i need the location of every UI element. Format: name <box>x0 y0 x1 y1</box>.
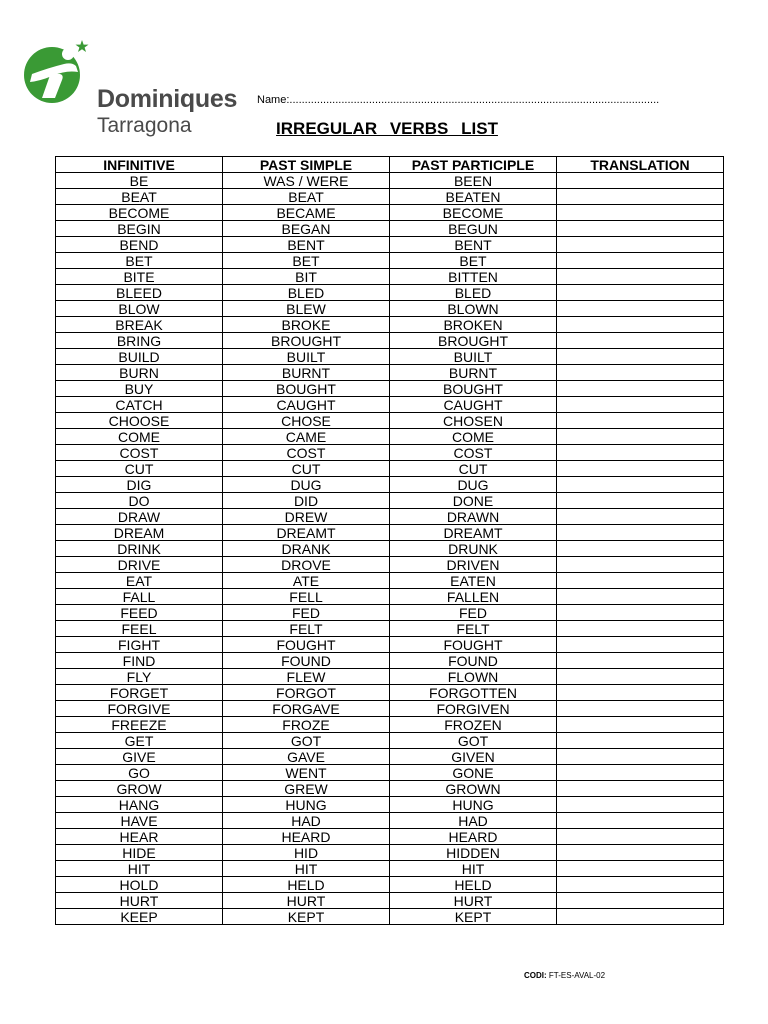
cell-past-participle: CHOSEN <box>390 413 557 429</box>
cell-past-simple: DROVE <box>223 557 390 573</box>
header-past-participle: PAST PARTICIPLE <box>390 157 557 173</box>
document-code <box>524 971 605 980</box>
cell-translation[interactable] <box>557 717 724 733</box>
table-row <box>56 861 724 877</box>
cell-infinitive: FEED <box>56 605 223 621</box>
cell-translation[interactable] <box>557 493 724 509</box>
cell-past-simple: DREW <box>223 509 390 525</box>
cell-infinitive: BREAK <box>56 317 223 333</box>
cell-translation[interactable] <box>557 829 724 845</box>
table-row <box>56 365 724 381</box>
cell-past-simple: BEAT <box>223 189 390 205</box>
table-row <box>56 637 724 653</box>
cell-past-simple: ATE <box>223 573 390 589</box>
cell-past-participle: DRAWN <box>390 509 557 525</box>
code-label: CODI: <box>524 971 547 980</box>
cell-past-participle: BEATEN <box>390 189 557 205</box>
cell-past-simple: BLEW <box>223 301 390 317</box>
table-row <box>56 221 724 237</box>
cell-translation[interactable] <box>557 221 724 237</box>
cell-past-participle: DRIVEN <box>390 557 557 573</box>
cell-infinitive: DRAW <box>56 509 223 525</box>
cell-past-participle: BURNT <box>390 365 557 381</box>
cell-past-participle: FELT <box>390 621 557 637</box>
cell-infinitive: FEEL <box>56 621 223 637</box>
cell-infinitive: CUT <box>56 461 223 477</box>
cell-infinitive: DREAM <box>56 525 223 541</box>
cell-translation[interactable] <box>557 845 724 861</box>
cell-past-participle: HIDDEN <box>390 845 557 861</box>
cell-past-participle: FALLEN <box>390 589 557 605</box>
cell-past-simple: COST <box>223 445 390 461</box>
cell-translation[interactable] <box>557 397 724 413</box>
cell-infinitive: BUY <box>56 381 223 397</box>
cell-past-simple: BROKE <box>223 317 390 333</box>
table-row <box>56 733 724 749</box>
cell-translation[interactable] <box>557 733 724 749</box>
table-row <box>56 541 724 557</box>
cell-past-participle: FOUND <box>390 653 557 669</box>
cell-translation[interactable] <box>557 557 724 573</box>
cell-infinitive: DIG <box>56 477 223 493</box>
cell-past-simple: CAUGHT <box>223 397 390 413</box>
table-row <box>56 557 724 573</box>
cell-past-participle: GOT <box>390 733 557 749</box>
cell-past-simple: WENT <box>223 765 390 781</box>
cell-past-simple: BEGAN <box>223 221 390 237</box>
cell-past-simple: HURT <box>223 893 390 909</box>
cell-infinitive: HANG <box>56 797 223 813</box>
cell-translation[interactable] <box>557 861 724 877</box>
cell-past-simple: FLEW <box>223 669 390 685</box>
cell-infinitive: DO <box>56 493 223 509</box>
cell-past-simple: CAME <box>223 429 390 445</box>
cell-past-simple: DID <box>223 493 390 509</box>
table-row <box>56 717 724 733</box>
cell-translation[interactable] <box>557 317 724 333</box>
cell-past-participle: COME <box>390 429 557 445</box>
cell-infinitive: CATCH <box>56 397 223 413</box>
table-row <box>56 237 724 253</box>
cell-translation[interactable] <box>557 685 724 701</box>
cell-past-simple: HIT <box>223 861 390 877</box>
cell-translation[interactable] <box>557 237 724 253</box>
cell-translation[interactable] <box>557 797 724 813</box>
cell-past-participle: GONE <box>390 765 557 781</box>
cell-past-participle: BENT <box>390 237 557 253</box>
cell-translation[interactable] <box>557 877 724 893</box>
cell-translation[interactable] <box>557 701 724 717</box>
table-row <box>56 269 724 285</box>
cell-translation[interactable] <box>557 189 724 205</box>
cell-past-simple: HUNG <box>223 797 390 813</box>
cell-past-simple: FED <box>223 605 390 621</box>
cell-past-simple: CUT <box>223 461 390 477</box>
cell-past-simple: DRANK <box>223 541 390 557</box>
cell-infinitive: FALL <box>56 589 223 605</box>
cell-past-participle: COST <box>390 445 557 461</box>
cell-infinitive: BLOW <box>56 301 223 317</box>
cell-past-participle: BITTEN <box>390 269 557 285</box>
table-row <box>56 525 724 541</box>
table-row <box>56 589 724 605</box>
cell-past-participle: HELD <box>390 877 557 893</box>
header-past-simple: PAST SIMPLE <box>223 157 390 173</box>
cell-past-participle: BROUGHT <box>390 333 557 349</box>
cell-past-participle: DRUNK <box>390 541 557 557</box>
dominiques-logo-icon <box>22 38 94 108</box>
table-row <box>56 285 724 301</box>
cell-infinitive: BRING <box>56 333 223 349</box>
cell-infinitive: FIND <box>56 653 223 669</box>
table-row <box>56 797 724 813</box>
cell-translation[interactable] <box>557 669 724 685</box>
cell-translation[interactable] <box>557 333 724 349</box>
table-row <box>56 765 724 781</box>
cell-past-simple: BROUGHT <box>223 333 390 349</box>
cell-past-participle: GIVEN <box>390 749 557 765</box>
cell-past-participle: HUNG <box>390 797 557 813</box>
cell-past-simple: FELL <box>223 589 390 605</box>
table-row <box>56 685 724 701</box>
cell-infinitive: BEAT <box>56 189 223 205</box>
cell-past-simple: HEARD <box>223 829 390 845</box>
cell-infinitive: BUILD <box>56 349 223 365</box>
cell-translation[interactable] <box>557 893 724 909</box>
table-row <box>56 317 724 333</box>
cell-past-simple: HELD <box>223 877 390 893</box>
cell-past-participle: BEEN <box>390 173 557 189</box>
cell-past-participle: BUILT <box>390 349 557 365</box>
cell-past-participle: BLED <box>390 285 557 301</box>
cell-infinitive: BET <box>56 253 223 269</box>
table-row <box>56 653 724 669</box>
cell-translation[interactable] <box>557 349 724 365</box>
cell-past-participle: KEPT <box>390 909 557 925</box>
cell-past-simple: BIT <box>223 269 390 285</box>
table-row <box>56 493 724 509</box>
cell-past-simple: GOT <box>223 733 390 749</box>
cell-translation[interactable] <box>557 653 724 669</box>
table-row <box>56 829 724 845</box>
cell-translation[interactable] <box>557 909 724 925</box>
cell-past-participle: EATEN <box>390 573 557 589</box>
cell-past-participle: BLOWN <box>390 301 557 317</box>
cell-past-simple: HID <box>223 845 390 861</box>
table-row <box>56 813 724 829</box>
brand-subtitle: Tarragona <box>97 114 192 137</box>
cell-past-simple: HAD <box>223 813 390 829</box>
cell-translation[interactable] <box>557 781 724 797</box>
cell-translation[interactable] <box>557 621 724 637</box>
cell-past-participle: DONE <box>390 493 557 509</box>
table-row <box>56 173 724 189</box>
table-row <box>56 189 724 205</box>
table-row <box>56 461 724 477</box>
cell-past-simple: BET <box>223 253 390 269</box>
cell-infinitive: FORGET <box>56 685 223 701</box>
cell-translation[interactable] <box>557 765 724 781</box>
cell-infinitive: FREEZE <box>56 717 223 733</box>
cell-translation[interactable] <box>557 301 724 317</box>
cell-past-participle: FOUGHT <box>390 637 557 653</box>
table-row <box>56 845 724 861</box>
table-row <box>56 781 724 797</box>
cell-infinitive: HIT <box>56 861 223 877</box>
cell-translation[interactable] <box>557 413 724 429</box>
cell-past-simple: FELT <box>223 621 390 637</box>
table-row <box>56 701 724 717</box>
cell-past-participle: DUG <box>390 477 557 493</box>
cell-infinitive: BURN <box>56 365 223 381</box>
cell-infinitive: GO <box>56 765 223 781</box>
cell-translation[interactable] <box>557 445 724 461</box>
cell-past-simple: CHOSE <box>223 413 390 429</box>
cell-infinitive: BEND <box>56 237 223 253</box>
name-field[interactable]: Name:......................................................................................................................... <box>257 94 660 106</box>
brand-logo <box>22 38 262 137</box>
cell-translation[interactable] <box>557 573 724 589</box>
cell-past-simple: FROZE <box>223 717 390 733</box>
cell-past-participle: FORGIVEN <box>390 701 557 717</box>
table-row <box>56 509 724 525</box>
verbs-table <box>55 156 724 925</box>
cell-translation[interactable] <box>557 253 724 269</box>
table-row <box>56 909 724 925</box>
cell-past-simple: BOUGHT <box>223 381 390 397</box>
cell-past-simple: BECAME <box>223 205 390 221</box>
cell-past-participle: HURT <box>390 893 557 909</box>
header-translation: TRANSLATION <box>557 157 724 173</box>
cell-past-participle: FROZEN <box>390 717 557 733</box>
cell-translation[interactable] <box>557 813 724 829</box>
cell-translation[interactable] <box>557 541 724 557</box>
cell-translation[interactable] <box>557 605 724 621</box>
table-row <box>56 605 724 621</box>
table-row <box>56 253 724 269</box>
cell-translation[interactable] <box>557 173 724 189</box>
cell-past-simple: BUILT <box>223 349 390 365</box>
table-row <box>56 749 724 765</box>
cell-past-simple: BLED <box>223 285 390 301</box>
cell-past-simple: FORGAVE <box>223 701 390 717</box>
cell-infinitive: GET <box>56 733 223 749</box>
cell-translation[interactable] <box>557 381 724 397</box>
table-row <box>56 333 724 349</box>
cell-infinitive: COME <box>56 429 223 445</box>
table-row <box>56 877 724 893</box>
cell-infinitive: COST <box>56 445 223 461</box>
cell-past-simple: KEPT <box>223 909 390 925</box>
cell-past-simple: FOUND <box>223 653 390 669</box>
cell-past-participle: BROKEN <box>390 317 557 333</box>
cell-past-participle: FED <box>390 605 557 621</box>
cell-infinitive: BLEED <box>56 285 223 301</box>
table-row <box>56 893 724 909</box>
header-infinitive: INFINITIVE <box>56 157 223 173</box>
cell-translation[interactable] <box>557 365 724 381</box>
cell-infinitive: HOLD <box>56 877 223 893</box>
cell-infinitive: DRINK <box>56 541 223 557</box>
cell-past-simple: GAVE <box>223 749 390 765</box>
cell-past-participle: BECOME <box>390 205 557 221</box>
cell-translation[interactable] <box>557 461 724 477</box>
cell-infinitive: CHOOSE <box>56 413 223 429</box>
cell-past-participle: FORGOTTEN <box>390 685 557 701</box>
cell-infinitive: FIGHT <box>56 637 223 653</box>
brand-name: Dominiques <box>97 85 238 113</box>
cell-past-participle: CUT <box>390 461 557 477</box>
cell-infinitive: BITE <box>56 269 223 285</box>
cell-translation[interactable] <box>557 477 724 493</box>
cell-infinitive: BEGIN <box>56 221 223 237</box>
table-row <box>56 669 724 685</box>
table-row <box>56 397 724 413</box>
cell-infinitive: DRIVE <box>56 557 223 573</box>
cell-past-participle: FLOWN <box>390 669 557 685</box>
cell-infinitive: EAT <box>56 573 223 589</box>
cell-infinitive: HIDE <box>56 845 223 861</box>
cell-past-simple: BURNT <box>223 365 390 381</box>
cell-infinitive: BECOME <box>56 205 223 221</box>
cell-past-participle: BEGUN <box>390 221 557 237</box>
table-row <box>56 621 724 637</box>
cell-past-simple: FOUGHT <box>223 637 390 653</box>
cell-past-participle: HAD <box>390 813 557 829</box>
cell-past-participle: HIT <box>390 861 557 877</box>
cell-infinitive: FORGIVE <box>56 701 223 717</box>
table-row <box>56 349 724 365</box>
cell-past-simple: DUG <box>223 477 390 493</box>
cell-translation[interactable] <box>557 589 724 605</box>
cell-infinitive: FLY <box>56 669 223 685</box>
table-row <box>56 573 724 589</box>
cell-past-participle: HEARD <box>390 829 557 845</box>
cell-past-simple: DREAMT <box>223 525 390 541</box>
cell-past-simple: GREW <box>223 781 390 797</box>
table-row <box>56 381 724 397</box>
cell-infinitive: HEAR <box>56 829 223 845</box>
cell-past-simple: BENT <box>223 237 390 253</box>
cell-past-participle: CAUGHT <box>390 397 557 413</box>
cell-translation[interactable] <box>557 205 724 221</box>
page-title: IRREGULAR VERBS LIST <box>276 119 498 138</box>
cell-translation[interactable] <box>557 285 724 301</box>
cell-infinitive: GROW <box>56 781 223 797</box>
table-row <box>56 413 724 429</box>
cell-past-participle: DREAMT <box>390 525 557 541</box>
cell-infinitive: BE <box>56 173 223 189</box>
cell-infinitive: HAVE <box>56 813 223 829</box>
cell-past-participle: GROWN <box>390 781 557 797</box>
cell-translation[interactable] <box>557 269 724 285</box>
cell-infinitive: KEEP <box>56 909 223 925</box>
cell-past-simple: FORGOT <box>223 685 390 701</box>
table-row <box>56 429 724 445</box>
cell-translation[interactable] <box>557 749 724 765</box>
cell-translation[interactable] <box>557 525 724 541</box>
table-row <box>56 301 724 317</box>
cell-translation[interactable] <box>557 637 724 653</box>
cell-past-participle: BOUGHT <box>390 381 557 397</box>
cell-infinitive: GIVE <box>56 749 223 765</box>
cell-infinitive: HURT <box>56 893 223 909</box>
cell-past-simple: WAS / WERE <box>223 173 390 189</box>
cell-translation[interactable] <box>557 429 724 445</box>
table-header-row <box>56 157 724 173</box>
table-row <box>56 477 724 493</box>
code-value: FT-ES-AVAL-02 <box>548 971 606 980</box>
table-row <box>56 445 724 461</box>
cell-past-participle: BET <box>390 253 557 269</box>
cell-translation[interactable] <box>557 509 724 525</box>
table-row <box>56 205 724 221</box>
